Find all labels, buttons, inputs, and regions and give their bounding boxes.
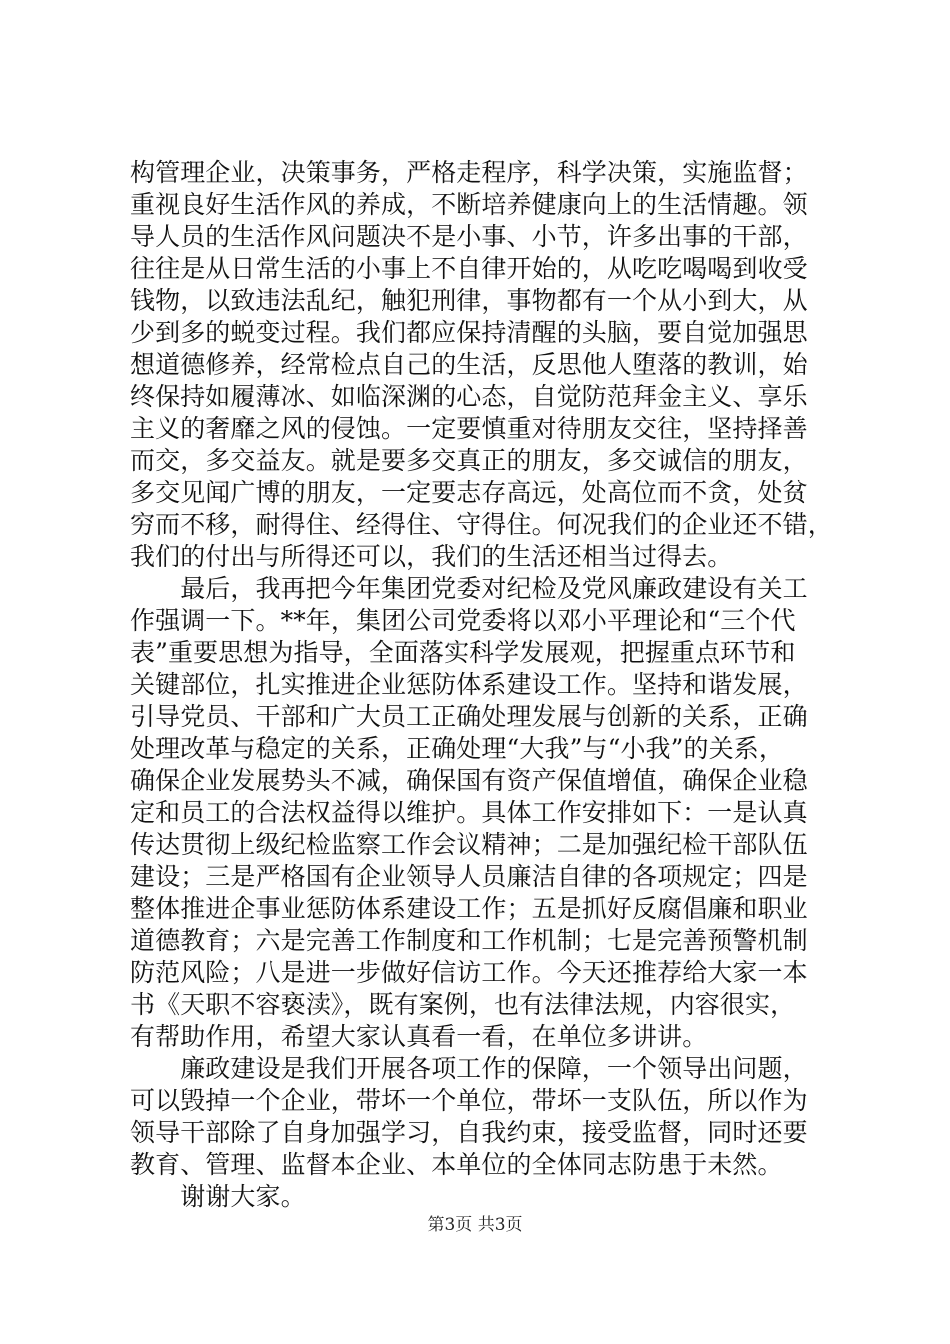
text-line: 想道德修养，经常检点自己的生活，反思他人堕落的教训，始 <box>130 350 808 379</box>
text-line: 道德教育；六是完善工作制度和工作机制；七是完善预警机制 <box>130 926 808 955</box>
text-line: 廉政建设是我们开展各项工作的保障，一个领导出问题， <box>130 1054 808 1083</box>
text-line: 少到多的蜕变过程。我们都应保持清醒的头脑，要自觉加强思 <box>130 318 808 347</box>
text-line: 主义的奢靡之风的侵蚀。一定要慎重对待朋友交往，坚持择善 <box>130 414 808 443</box>
text-line: 作强调一下。**年，集团公司党委将以邓小平理论和“三个代 <box>130 606 796 635</box>
text-line: 往往是从日常生活的小事上不自律开始的，从吃吃喝喝到收受 <box>130 254 808 283</box>
text-line: 终保持如履薄冰、如临深渊的心态，自觉防范拜金主义、享乐 <box>130 382 808 411</box>
text-line: 引导党员、干部和广大员工正确处理发展与创新的关系，正确 <box>130 702 808 731</box>
text-line: 领导干部除了自身加强学习，自我约束，接受监督，同时还要 <box>130 1118 808 1147</box>
text-line: 构管理企业，决策事务，严格走程序，科学决策，实施监督； <box>130 158 808 187</box>
text-line: 谢谢大家。 <box>130 1182 306 1211</box>
text-line: 建设；三是严格国有企业领导人员廉洁自律的各项规定；四是 <box>130 862 808 891</box>
text-line: 穷而不移，耐得住、经得住、守得住。何况我们的企业还不错， <box>130 510 833 539</box>
text-line: 我们的付出与所得还可以，我们的生活还相当过得去。 <box>130 542 733 571</box>
text-line: 关键部位，扎实推进企业惩防体系建设工作。坚持和谐发展， <box>130 670 808 699</box>
text-line: 书《天职不容亵渎》，既有案例，也有法律法规，内容很实， <box>130 990 796 1019</box>
text-line: 处理改革与稳定的关系，正确处理“大我”与“小我”的关系， <box>130 734 784 763</box>
text-line: 整体推进企事业惩防体系建设工作；五是抓好反腐倡廉和职业 <box>130 894 808 923</box>
page-number-footer: 第3页 共3页 <box>427 1215 523 1235</box>
text-line: 最后，我再把今年集团党委对纪检及党风廉政建设有关工 <box>130 574 808 603</box>
text-line: 而交，多交益友。就是要多交真正的朋友，多交诚信的朋友， <box>130 446 808 475</box>
text-line: 重视良好生活作风的养成，不断培养健康向上的生活情趣。领 <box>130 190 808 219</box>
text-line: 有帮助作用，希望大家认真看一看，在单位多讲讲。 <box>130 1022 708 1051</box>
text-line: 钱物，以致违法乱纪，触犯刑律，事物都有一个从小到大，从 <box>130 286 808 315</box>
text-line: 教育、管理、监督本企业、本单位的全体同志防患于未然。 <box>130 1150 783 1179</box>
text-line: 防范风险；八是进一步做好信访工作。今天还推荐给大家一本 <box>130 958 808 987</box>
text-line: 多交见闻广博的朋友，一定要志存高远，处高位而不贪，处贫 <box>130 478 808 507</box>
text-line: 导人员的生活作风问题决不是小事、小节，许多出事的干部， <box>130 222 808 251</box>
text-line: 确保企业发展势头不减，确保国有资产保值增值，确保企业稳 <box>130 766 808 795</box>
text-line: 可以毁掉一个企业，带坏一个单位，带坏一支队伍，所以作为 <box>130 1086 808 1115</box>
text-line: 传达贯彻上级纪检监察工作会议精神；二是加强纪检干部队伍 <box>130 830 808 859</box>
text-line: 定和员工的合法权益得以维护。具体工作安排如下：一是认真 <box>130 798 808 827</box>
text-line: 表”重要思想为指导，全面落实科学发展观，把握重点环节和 <box>130 638 796 667</box>
